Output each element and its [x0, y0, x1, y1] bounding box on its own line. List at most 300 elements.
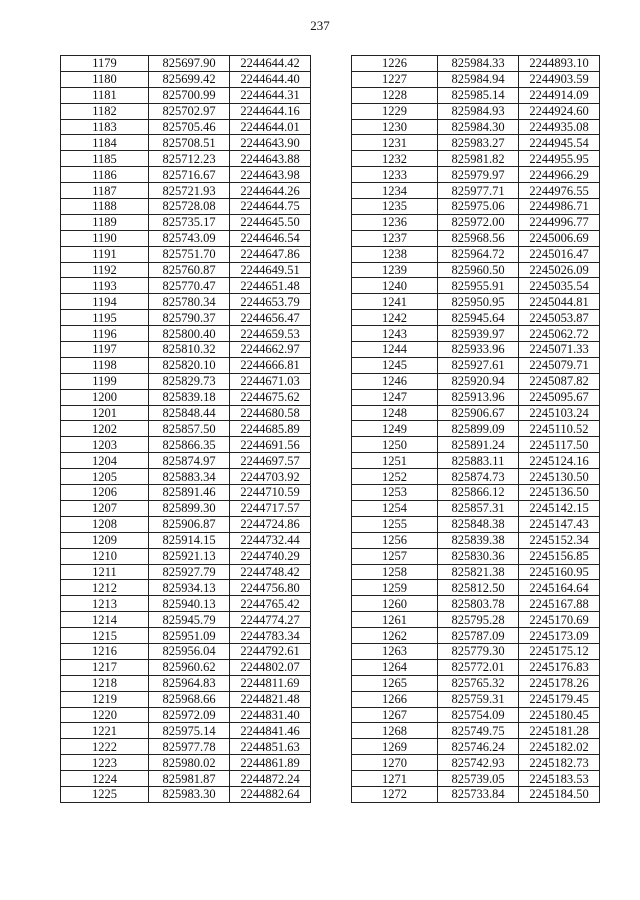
- point-number-cell: 1227: [352, 71, 438, 87]
- table-row: [352, 612, 600, 628]
- table-row: [61, 532, 311, 548]
- point-number-cell: 1266: [352, 691, 438, 707]
- y-coordinate-cell: 2244966.29: [519, 167, 600, 183]
- table-row: [61, 326, 311, 342]
- y-coordinate-cell: 2244756.80: [230, 580, 311, 596]
- table-row: [352, 532, 600, 548]
- point-number-cell: 1244: [352, 342, 438, 358]
- point-number-cell: 1215: [61, 628, 149, 644]
- point-number-cell: 1253: [352, 485, 438, 501]
- table-row: [352, 103, 600, 119]
- table-row: [61, 612, 311, 628]
- point-number-cell: 1240: [352, 278, 438, 294]
- y-coordinate-cell: 2245071.33: [519, 342, 600, 358]
- x-coordinate-cell: 825765.32: [438, 675, 519, 691]
- point-number-cell: 1268: [352, 723, 438, 739]
- x-coordinate-cell: 825857.31: [438, 500, 519, 516]
- y-coordinate-cell: 2244710.59: [230, 485, 311, 501]
- y-coordinate-cell: 2244659.53: [230, 326, 311, 342]
- table-row: [352, 262, 600, 278]
- x-coordinate-cell: 825874.97: [149, 453, 230, 469]
- coordinates-table-right: [351, 55, 600, 803]
- point-number-cell: 1237: [352, 230, 438, 246]
- table-row: [61, 310, 311, 326]
- point-number-cell: 1258: [352, 564, 438, 580]
- point-number-cell: 1243: [352, 326, 438, 342]
- table-row: [61, 373, 311, 389]
- table-row: [352, 739, 600, 755]
- x-coordinate-cell: 825934.13: [149, 580, 230, 596]
- x-coordinate-cell: 825955.91: [438, 278, 519, 294]
- y-coordinate-cell: 2244774.27: [230, 612, 311, 628]
- point-number-cell: 1271: [352, 771, 438, 787]
- x-coordinate-cell: 825866.12: [438, 485, 519, 501]
- point-number-cell: 1219: [61, 691, 149, 707]
- x-coordinate-cell: 825927.61: [438, 357, 519, 373]
- x-coordinate-cell: 825920.94: [438, 373, 519, 389]
- point-number-cell: 1267: [352, 707, 438, 723]
- page-number: 237: [310, 18, 330, 33]
- x-coordinate-cell: 825848.38: [438, 516, 519, 532]
- table-row: [352, 659, 600, 675]
- point-number-cell: 1221: [61, 723, 149, 739]
- point-number-cell: 1249: [352, 421, 438, 437]
- point-number-cell: 1226: [352, 56, 438, 72]
- point-number-cell: 1198: [61, 357, 149, 373]
- y-coordinate-cell: 2244783.34: [230, 628, 311, 644]
- point-number-cell: 1234: [352, 183, 438, 199]
- y-coordinate-cell: 2244914.09: [519, 87, 600, 103]
- x-coordinate-cell: 825981.82: [438, 151, 519, 167]
- point-number-cell: 1204: [61, 453, 149, 469]
- table-row: [352, 56, 600, 72]
- y-coordinate-cell: 2244740.29: [230, 548, 311, 564]
- point-number-cell: 1238: [352, 246, 438, 262]
- table-row: [61, 151, 311, 167]
- x-coordinate-cell: 825780.34: [149, 294, 230, 310]
- point-number-cell: 1212: [61, 580, 149, 596]
- table-row: [352, 230, 600, 246]
- table-row: [352, 199, 600, 215]
- x-coordinate-cell: 825742.93: [438, 755, 519, 771]
- x-coordinate-cell: 825927.79: [149, 564, 230, 580]
- y-coordinate-cell: 2244882.64: [230, 786, 311, 802]
- y-coordinate-cell: 2244651.48: [230, 278, 311, 294]
- x-coordinate-cell: 825820.10: [149, 357, 230, 373]
- y-coordinate-cell: 2244924.60: [519, 103, 600, 119]
- x-coordinate-cell: 825708.51: [149, 135, 230, 151]
- x-coordinate-cell: 825883.11: [438, 453, 519, 469]
- x-coordinate-cell: 825984.93: [438, 103, 519, 119]
- point-number-cell: 1214: [61, 612, 149, 628]
- y-coordinate-cell: 2245182.02: [519, 739, 600, 755]
- y-coordinate-cell: 2245181.28: [519, 723, 600, 739]
- x-coordinate-cell: 825968.56: [438, 230, 519, 246]
- y-coordinate-cell: 2245175.12: [519, 643, 600, 659]
- y-coordinate-cell: 2244643.88: [230, 151, 311, 167]
- y-coordinate-cell: 2244792.61: [230, 643, 311, 659]
- y-coordinate-cell: 2245147.43: [519, 516, 600, 532]
- x-coordinate-cell: 825716.67: [149, 167, 230, 183]
- x-coordinate-cell: 825759.31: [438, 691, 519, 707]
- x-coordinate-cell: 825906.87: [149, 516, 230, 532]
- y-coordinate-cell: 2245173.09: [519, 628, 600, 644]
- table-row: [352, 135, 600, 151]
- y-coordinate-cell: 2245035.54: [519, 278, 600, 294]
- y-coordinate-cell: 2244765.42: [230, 596, 311, 612]
- point-number-cell: 1201: [61, 405, 149, 421]
- point-number-cell: 1248: [352, 405, 438, 421]
- y-coordinate-cell: 2245110.52: [519, 421, 600, 437]
- table-row: [352, 564, 600, 580]
- y-coordinate-cell: 2245183.53: [519, 771, 600, 787]
- x-coordinate-cell: 825975.06: [438, 199, 519, 215]
- point-number-cell: 1213: [61, 596, 149, 612]
- y-coordinate-cell: 2245062.72: [519, 326, 600, 342]
- point-number-cell: 1211: [61, 564, 149, 580]
- x-coordinate-cell: 825795.28: [438, 612, 519, 628]
- y-coordinate-cell: 2244841.46: [230, 723, 311, 739]
- point-number-cell: 1264: [352, 659, 438, 675]
- table-row: [61, 564, 311, 580]
- y-coordinate-cell: 2244647.86: [230, 246, 311, 262]
- point-number-cell: 1222: [61, 739, 149, 755]
- y-coordinate-cell: 2244666.81: [230, 357, 311, 373]
- x-coordinate-cell: 825739.05: [438, 771, 519, 787]
- point-number-cell: 1242: [352, 310, 438, 326]
- point-number-cell: 1247: [352, 389, 438, 405]
- table-row: [61, 739, 311, 755]
- x-coordinate-cell: 825702.97: [149, 103, 230, 119]
- table-row: [61, 199, 311, 215]
- point-number-cell: 1188: [61, 199, 149, 215]
- table-row: [352, 548, 600, 564]
- point-number-cell: 1183: [61, 119, 149, 135]
- table-row: [61, 437, 311, 453]
- y-coordinate-cell: 2244656.47: [230, 310, 311, 326]
- table-row: [352, 294, 600, 310]
- table-row: [352, 755, 600, 771]
- point-number-cell: 1217: [61, 659, 149, 675]
- x-coordinate-cell: 825980.02: [149, 755, 230, 771]
- point-number-cell: 1261: [352, 612, 438, 628]
- table-row: [61, 659, 311, 675]
- y-coordinate-cell: 2245053.87: [519, 310, 600, 326]
- point-number-cell: 1256: [352, 532, 438, 548]
- point-number-cell: 1216: [61, 643, 149, 659]
- y-coordinate-cell: 2245006.69: [519, 230, 600, 246]
- point-number-cell: 1220: [61, 707, 149, 723]
- table-row: [61, 389, 311, 405]
- x-coordinate-cell: 825968.66: [149, 691, 230, 707]
- y-coordinate-cell: 2244717.57: [230, 500, 311, 516]
- x-coordinate-cell: 825700.99: [149, 87, 230, 103]
- point-number-cell: 1259: [352, 580, 438, 596]
- table-row: [61, 485, 311, 501]
- y-coordinate-cell: 2244861.89: [230, 755, 311, 771]
- table-row: [352, 326, 600, 342]
- point-number-cell: 1270: [352, 755, 438, 771]
- y-coordinate-cell: 2245044.81: [519, 294, 600, 310]
- point-number-cell: 1251: [352, 453, 438, 469]
- point-number-cell: 1252: [352, 469, 438, 485]
- table-row: [61, 342, 311, 358]
- table-row: [61, 453, 311, 469]
- x-coordinate-cell: 825899.30: [149, 500, 230, 516]
- y-coordinate-cell: 2244644.16: [230, 103, 311, 119]
- x-coordinate-cell: 825821.38: [438, 564, 519, 580]
- point-number-cell: 1197: [61, 342, 149, 358]
- point-number-cell: 1230: [352, 119, 438, 135]
- y-coordinate-cell: 2244644.42: [230, 56, 311, 72]
- point-number-cell: 1208: [61, 516, 149, 532]
- x-coordinate-cell: 825983.27: [438, 135, 519, 151]
- y-coordinate-cell: 2244935.08: [519, 119, 600, 135]
- y-coordinate-cell: 2244645.50: [230, 214, 311, 230]
- table-row: [352, 453, 600, 469]
- x-coordinate-cell: 825803.78: [438, 596, 519, 612]
- point-number-cell: 1190: [61, 230, 149, 246]
- y-coordinate-cell: 2244748.42: [230, 564, 311, 580]
- point-number-cell: 1207: [61, 500, 149, 516]
- y-coordinate-cell: 2244903.59: [519, 71, 600, 87]
- x-coordinate-cell: 825697.90: [149, 56, 230, 72]
- x-coordinate-cell: 825812.50: [438, 580, 519, 596]
- x-coordinate-cell: 825984.30: [438, 119, 519, 135]
- table-row: [61, 167, 311, 183]
- table-row: [61, 469, 311, 485]
- y-coordinate-cell: 2245176.83: [519, 659, 600, 675]
- point-number-cell: 1229: [352, 103, 438, 119]
- x-coordinate-cell: 825772.01: [438, 659, 519, 675]
- table-row: [61, 643, 311, 659]
- x-coordinate-cell: 825972.09: [149, 707, 230, 723]
- table-row: [352, 151, 600, 167]
- point-number-cell: 1184: [61, 135, 149, 151]
- x-coordinate-cell: 825956.04: [149, 643, 230, 659]
- y-coordinate-cell: 2245026.09: [519, 262, 600, 278]
- table-row: [352, 516, 600, 532]
- point-number-cell: 1206: [61, 485, 149, 501]
- x-coordinate-cell: 825705.46: [149, 119, 230, 135]
- point-number-cell: 1189: [61, 214, 149, 230]
- x-coordinate-cell: 825979.97: [438, 167, 519, 183]
- y-coordinate-cell: 2244697.57: [230, 453, 311, 469]
- table-row: [61, 405, 311, 421]
- x-coordinate-cell: 825830.36: [438, 548, 519, 564]
- point-number-cell: 1218: [61, 675, 149, 691]
- x-coordinate-cell: 825712.23: [149, 151, 230, 167]
- point-number-cell: 1224: [61, 771, 149, 787]
- table-row: [61, 500, 311, 516]
- table-row: [61, 135, 311, 151]
- y-coordinate-cell: 2244653.79: [230, 294, 311, 310]
- x-coordinate-cell: 825874.73: [438, 469, 519, 485]
- y-coordinate-cell: 2245178.26: [519, 675, 600, 691]
- y-coordinate-cell: 2245079.71: [519, 357, 600, 373]
- y-coordinate-cell: 2245117.50: [519, 437, 600, 453]
- y-coordinate-cell: 2245142.15: [519, 500, 600, 516]
- y-coordinate-cell: 2244671.03: [230, 373, 311, 389]
- point-number-cell: 1265: [352, 675, 438, 691]
- point-number-cell: 1179: [61, 56, 149, 72]
- table-row: [352, 119, 600, 135]
- point-number-cell: 1228: [352, 87, 438, 103]
- y-coordinate-cell: 2244872.24: [230, 771, 311, 787]
- point-number-cell: 1187: [61, 183, 149, 199]
- x-coordinate-cell: 825975.14: [149, 723, 230, 739]
- table-row: [352, 786, 600, 802]
- x-coordinate-cell: 825977.71: [438, 183, 519, 199]
- x-coordinate-cell: 825790.37: [149, 310, 230, 326]
- y-coordinate-cell: 2245016.47: [519, 246, 600, 262]
- point-number-cell: 1250: [352, 437, 438, 453]
- point-number-cell: 1195: [61, 310, 149, 326]
- table-row: [61, 357, 311, 373]
- table-row: [61, 278, 311, 294]
- x-coordinate-cell: 825933.96: [438, 342, 519, 358]
- y-coordinate-cell: 2244893.10: [519, 56, 600, 72]
- x-coordinate-cell: 825983.30: [149, 786, 230, 802]
- y-coordinate-cell: 2244685.89: [230, 421, 311, 437]
- x-coordinate-cell: 825839.38: [438, 532, 519, 548]
- x-coordinate-cell: 825848.44: [149, 405, 230, 421]
- y-coordinate-cell: 2245156.85: [519, 548, 600, 564]
- point-number-cell: 1182: [61, 103, 149, 119]
- x-coordinate-cell: 825939.97: [438, 326, 519, 342]
- x-coordinate-cell: 825914.15: [149, 532, 230, 548]
- point-number-cell: 1181: [61, 87, 149, 103]
- x-coordinate-cell: 825800.40: [149, 326, 230, 342]
- table-row: [61, 56, 311, 72]
- table-row: [61, 691, 311, 707]
- x-coordinate-cell: 825977.78: [149, 739, 230, 755]
- point-number-cell: 1202: [61, 421, 149, 437]
- point-number-cell: 1203: [61, 437, 149, 453]
- x-coordinate-cell: 825839.18: [149, 389, 230, 405]
- x-coordinate-cell: 825883.34: [149, 469, 230, 485]
- y-coordinate-cell: 2244732.44: [230, 532, 311, 548]
- table-row: [61, 119, 311, 135]
- x-coordinate-cell: 825743.09: [149, 230, 230, 246]
- x-coordinate-cell: 825746.24: [438, 739, 519, 755]
- table-row: [61, 421, 311, 437]
- table-row: [61, 71, 311, 87]
- table-row: [352, 373, 600, 389]
- x-coordinate-cell: 825699.42: [149, 71, 230, 87]
- x-coordinate-cell: 825913.96: [438, 389, 519, 405]
- table-row: [352, 643, 600, 659]
- table-row: [61, 294, 311, 310]
- table-row: [352, 485, 600, 501]
- y-coordinate-cell: 2244986.71: [519, 199, 600, 215]
- y-coordinate-cell: 2244662.97: [230, 342, 311, 358]
- x-coordinate-cell: 825787.09: [438, 628, 519, 644]
- point-number-cell: 1223: [61, 755, 149, 771]
- table-row: [61, 548, 311, 564]
- point-number-cell: 1186: [61, 167, 149, 183]
- table-row: [352, 469, 600, 485]
- x-coordinate-cell: 825749.75: [438, 723, 519, 739]
- y-coordinate-cell: 2244976.55: [519, 183, 600, 199]
- x-coordinate-cell: 825770.47: [149, 278, 230, 294]
- x-coordinate-cell: 825779.30: [438, 643, 519, 659]
- y-coordinate-cell: 2244851.63: [230, 739, 311, 755]
- y-coordinate-cell: 2244643.90: [230, 135, 311, 151]
- table-row: [352, 405, 600, 421]
- point-number-cell: 1194: [61, 294, 149, 310]
- x-coordinate-cell: 825891.46: [149, 485, 230, 501]
- y-coordinate-cell: 2244691.56: [230, 437, 311, 453]
- point-number-cell: 1246: [352, 373, 438, 389]
- point-number-cell: 1192: [61, 262, 149, 278]
- x-coordinate-cell: 825810.32: [149, 342, 230, 358]
- y-coordinate-cell: 2244644.01: [230, 119, 311, 135]
- x-coordinate-cell: 825981.87: [149, 771, 230, 787]
- x-coordinate-cell: 825985.14: [438, 87, 519, 103]
- y-coordinate-cell: 2245184.50: [519, 786, 600, 802]
- point-number-cell: 1254: [352, 500, 438, 516]
- point-number-cell: 1180: [61, 71, 149, 87]
- table-row: [61, 707, 311, 723]
- y-coordinate-cell: 2244649.51: [230, 262, 311, 278]
- table-row: [352, 246, 600, 262]
- y-coordinate-cell: 2245095.67: [519, 389, 600, 405]
- x-coordinate-cell: 825891.24: [438, 437, 519, 453]
- y-coordinate-cell: 2244644.40: [230, 71, 311, 87]
- table-row: [352, 421, 600, 437]
- y-coordinate-cell: 2244724.86: [230, 516, 311, 532]
- point-number-cell: 1209: [61, 532, 149, 548]
- y-coordinate-cell: 2245167.88: [519, 596, 600, 612]
- point-number-cell: 1225: [61, 786, 149, 802]
- point-number-cell: 1241: [352, 294, 438, 310]
- x-coordinate-cell: 825940.13: [149, 596, 230, 612]
- table-row: [352, 310, 600, 326]
- point-number-cell: 1210: [61, 548, 149, 564]
- y-coordinate-cell: 2244675.62: [230, 389, 311, 405]
- point-number-cell: 1205: [61, 469, 149, 485]
- table-row: [61, 580, 311, 596]
- table-row: [61, 723, 311, 739]
- y-coordinate-cell: 2244802.07: [230, 659, 311, 675]
- y-coordinate-cell: 2245160.95: [519, 564, 600, 580]
- table-row: [352, 278, 600, 294]
- y-coordinate-cell: 2245164.64: [519, 580, 600, 596]
- table-row: [61, 516, 311, 532]
- table-row: [352, 500, 600, 516]
- x-coordinate-cell: 825921.13: [149, 548, 230, 564]
- point-number-cell: 1262: [352, 628, 438, 644]
- point-number-cell: 1269: [352, 739, 438, 755]
- y-coordinate-cell: 2244821.48: [230, 691, 311, 707]
- table-row: [352, 389, 600, 405]
- x-coordinate-cell: 825984.94: [438, 71, 519, 87]
- table-row: [352, 628, 600, 644]
- point-number-cell: 1263: [352, 643, 438, 659]
- x-coordinate-cell: 825972.00: [438, 214, 519, 230]
- point-number-cell: 1199: [61, 373, 149, 389]
- x-coordinate-cell: 825751.70: [149, 246, 230, 262]
- point-number-cell: 1200: [61, 389, 149, 405]
- point-number-cell: 1272: [352, 786, 438, 802]
- table-row: [352, 771, 600, 787]
- x-coordinate-cell: 825984.33: [438, 56, 519, 72]
- table-row: [352, 167, 600, 183]
- x-coordinate-cell: 825945.79: [149, 612, 230, 628]
- point-number-cell: 1236: [352, 214, 438, 230]
- table-row: [352, 87, 600, 103]
